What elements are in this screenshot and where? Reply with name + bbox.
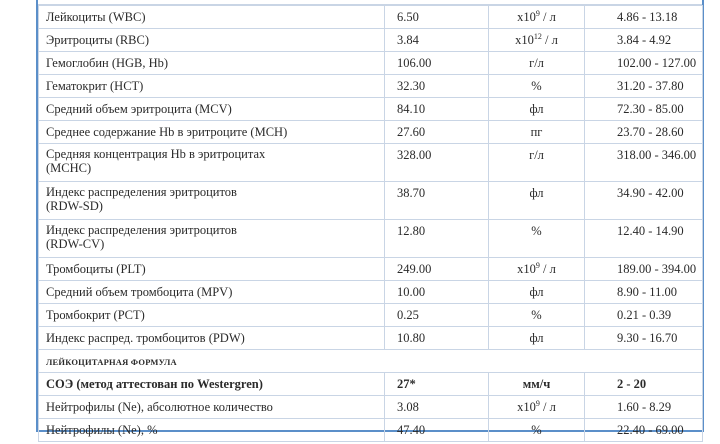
test-name: Нейтрофилы (Ne), абсолютное количество bbox=[39, 396, 385, 419]
test-name: Средний объем эритроцита (MCV) bbox=[39, 98, 385, 121]
test-name: Эритроциты (RBC) bbox=[39, 29, 385, 52]
section-header-row bbox=[39, 350, 703, 373]
table-row bbox=[39, 281, 703, 304]
table-row bbox=[39, 75, 703, 98]
test-value: 3.08 bbox=[385, 396, 489, 419]
reference-range: 189.00 - 394.00 bbox=[585, 258, 703, 281]
test-value: 106.00 bbox=[385, 52, 489, 75]
table-row bbox=[39, 258, 703, 281]
table-row bbox=[39, 121, 703, 144]
test-unit: $x10^{12}$ / л bbox=[489, 29, 585, 52]
section-title: ЛЕЙКОЦИТАРНАЯ ФОРМУЛА bbox=[39, 350, 703, 373]
test-name: Средняя концентрация Hb в эритроцитах (MCHC) bbox=[39, 144, 385, 182]
table-row bbox=[39, 98, 703, 121]
test-value: 3.84 bbox=[385, 29, 489, 52]
test-value: 0.25 bbox=[385, 304, 489, 327]
test-name: Средний объем тромбоцита (MPV) bbox=[39, 281, 385, 304]
test-unit: % bbox=[489, 75, 585, 98]
test-name: Лейкоциты (WBC) bbox=[39, 6, 385, 29]
test-name: Индекс распределения эритроцитов (RDW-SD) bbox=[39, 182, 385, 220]
test-value: 6.50 bbox=[385, 6, 489, 29]
test-unit: $x10^9$ / л bbox=[489, 396, 585, 419]
reference-range: 12.40 - 14.90 bbox=[585, 220, 703, 258]
reference-range: 3.84 - 4.92 bbox=[585, 29, 703, 52]
test-unit: % bbox=[489, 220, 585, 258]
test-value: 47.40 bbox=[385, 419, 489, 442]
test-value: 27* bbox=[385, 373, 489, 396]
test-unit: г/л bbox=[489, 52, 585, 75]
reference-range: 23.70 - 28.60 bbox=[585, 121, 703, 144]
test-value: 27.60 bbox=[385, 121, 489, 144]
table-row bbox=[39, 419, 703, 442]
reference-range: 31.20 - 37.80 bbox=[585, 75, 703, 98]
lab-results-sheet bbox=[36, 0, 704, 437]
table-row bbox=[39, 29, 703, 52]
reference-range: 102.00 - 127.00 bbox=[585, 52, 703, 75]
reference-range: 1.60 - 8.29 bbox=[585, 396, 703, 419]
reference-range: 2 - 20 bbox=[585, 373, 703, 396]
table-row bbox=[39, 327, 703, 350]
table-row bbox=[39, 182, 703, 220]
esr-row bbox=[39, 373, 703, 396]
test-name: Нейтрофилы (Ne), % bbox=[39, 419, 385, 442]
test-name: Гематокрит (HCT) bbox=[39, 75, 385, 98]
test-name: СОЭ (метод аттестован по Westergren) bbox=[39, 373, 385, 396]
test-name: Гемоглобин (HGB, Hb) bbox=[39, 52, 385, 75]
test-name: Среднее содержание Hb в эритроците (MCH) bbox=[39, 121, 385, 144]
test-unit: г/л bbox=[489, 144, 585, 182]
test-unit: фл bbox=[489, 98, 585, 121]
test-unit: $x10^9$ / л bbox=[489, 258, 585, 281]
table-row bbox=[39, 52, 703, 75]
test-value: 84.10 bbox=[385, 98, 489, 121]
table-row bbox=[39, 6, 703, 29]
test-value: 32.30 bbox=[385, 75, 489, 98]
test-value: 249.00 bbox=[385, 258, 489, 281]
test-value: 10.80 bbox=[385, 327, 489, 350]
reference-range: 34.90 - 42.00 bbox=[585, 182, 703, 220]
test-unit: % bbox=[489, 304, 585, 327]
reference-range: 9.30 - 16.70 bbox=[585, 327, 703, 350]
test-name: Тромбоциты (PLT) bbox=[39, 258, 385, 281]
reference-range: 4.86 - 13.18 bbox=[585, 6, 703, 29]
test-name: Индекс распред. тромбоцитов (PDW) bbox=[39, 327, 385, 350]
test-unit: % bbox=[489, 419, 585, 442]
table-row bbox=[39, 304, 703, 327]
reference-range: 0.21 - 0.39 bbox=[585, 304, 703, 327]
test-unit: фл bbox=[489, 281, 585, 304]
test-unit: фл bbox=[489, 327, 585, 350]
test-name: Тромбокрит (PCT) bbox=[39, 304, 385, 327]
test-name: Индекс распределения эритроцитов (RDW-CV) bbox=[39, 220, 385, 258]
test-value: 328.00 bbox=[385, 144, 489, 182]
test-value: 10.00 bbox=[385, 281, 489, 304]
test-unit: $x10^9$ / л bbox=[489, 6, 585, 29]
table-row bbox=[39, 396, 703, 419]
reference-range: 72.30 - 85.00 bbox=[585, 98, 703, 121]
reference-range: 22.40 - 69.00 bbox=[585, 419, 703, 442]
test-unit: пг bbox=[489, 121, 585, 144]
table-row bbox=[39, 220, 703, 258]
reference-range: 8.90 - 11.00 bbox=[585, 281, 703, 304]
table-row bbox=[39, 144, 703, 182]
reference-range: 318.00 - 346.00 bbox=[585, 144, 703, 182]
test-value: 12.80 bbox=[385, 220, 489, 258]
test-value: 38.70 bbox=[385, 182, 489, 220]
test-unit: мм/ч bbox=[489, 373, 585, 396]
test-unit: фл bbox=[489, 182, 585, 220]
lab-results-table bbox=[38, 5, 703, 442]
